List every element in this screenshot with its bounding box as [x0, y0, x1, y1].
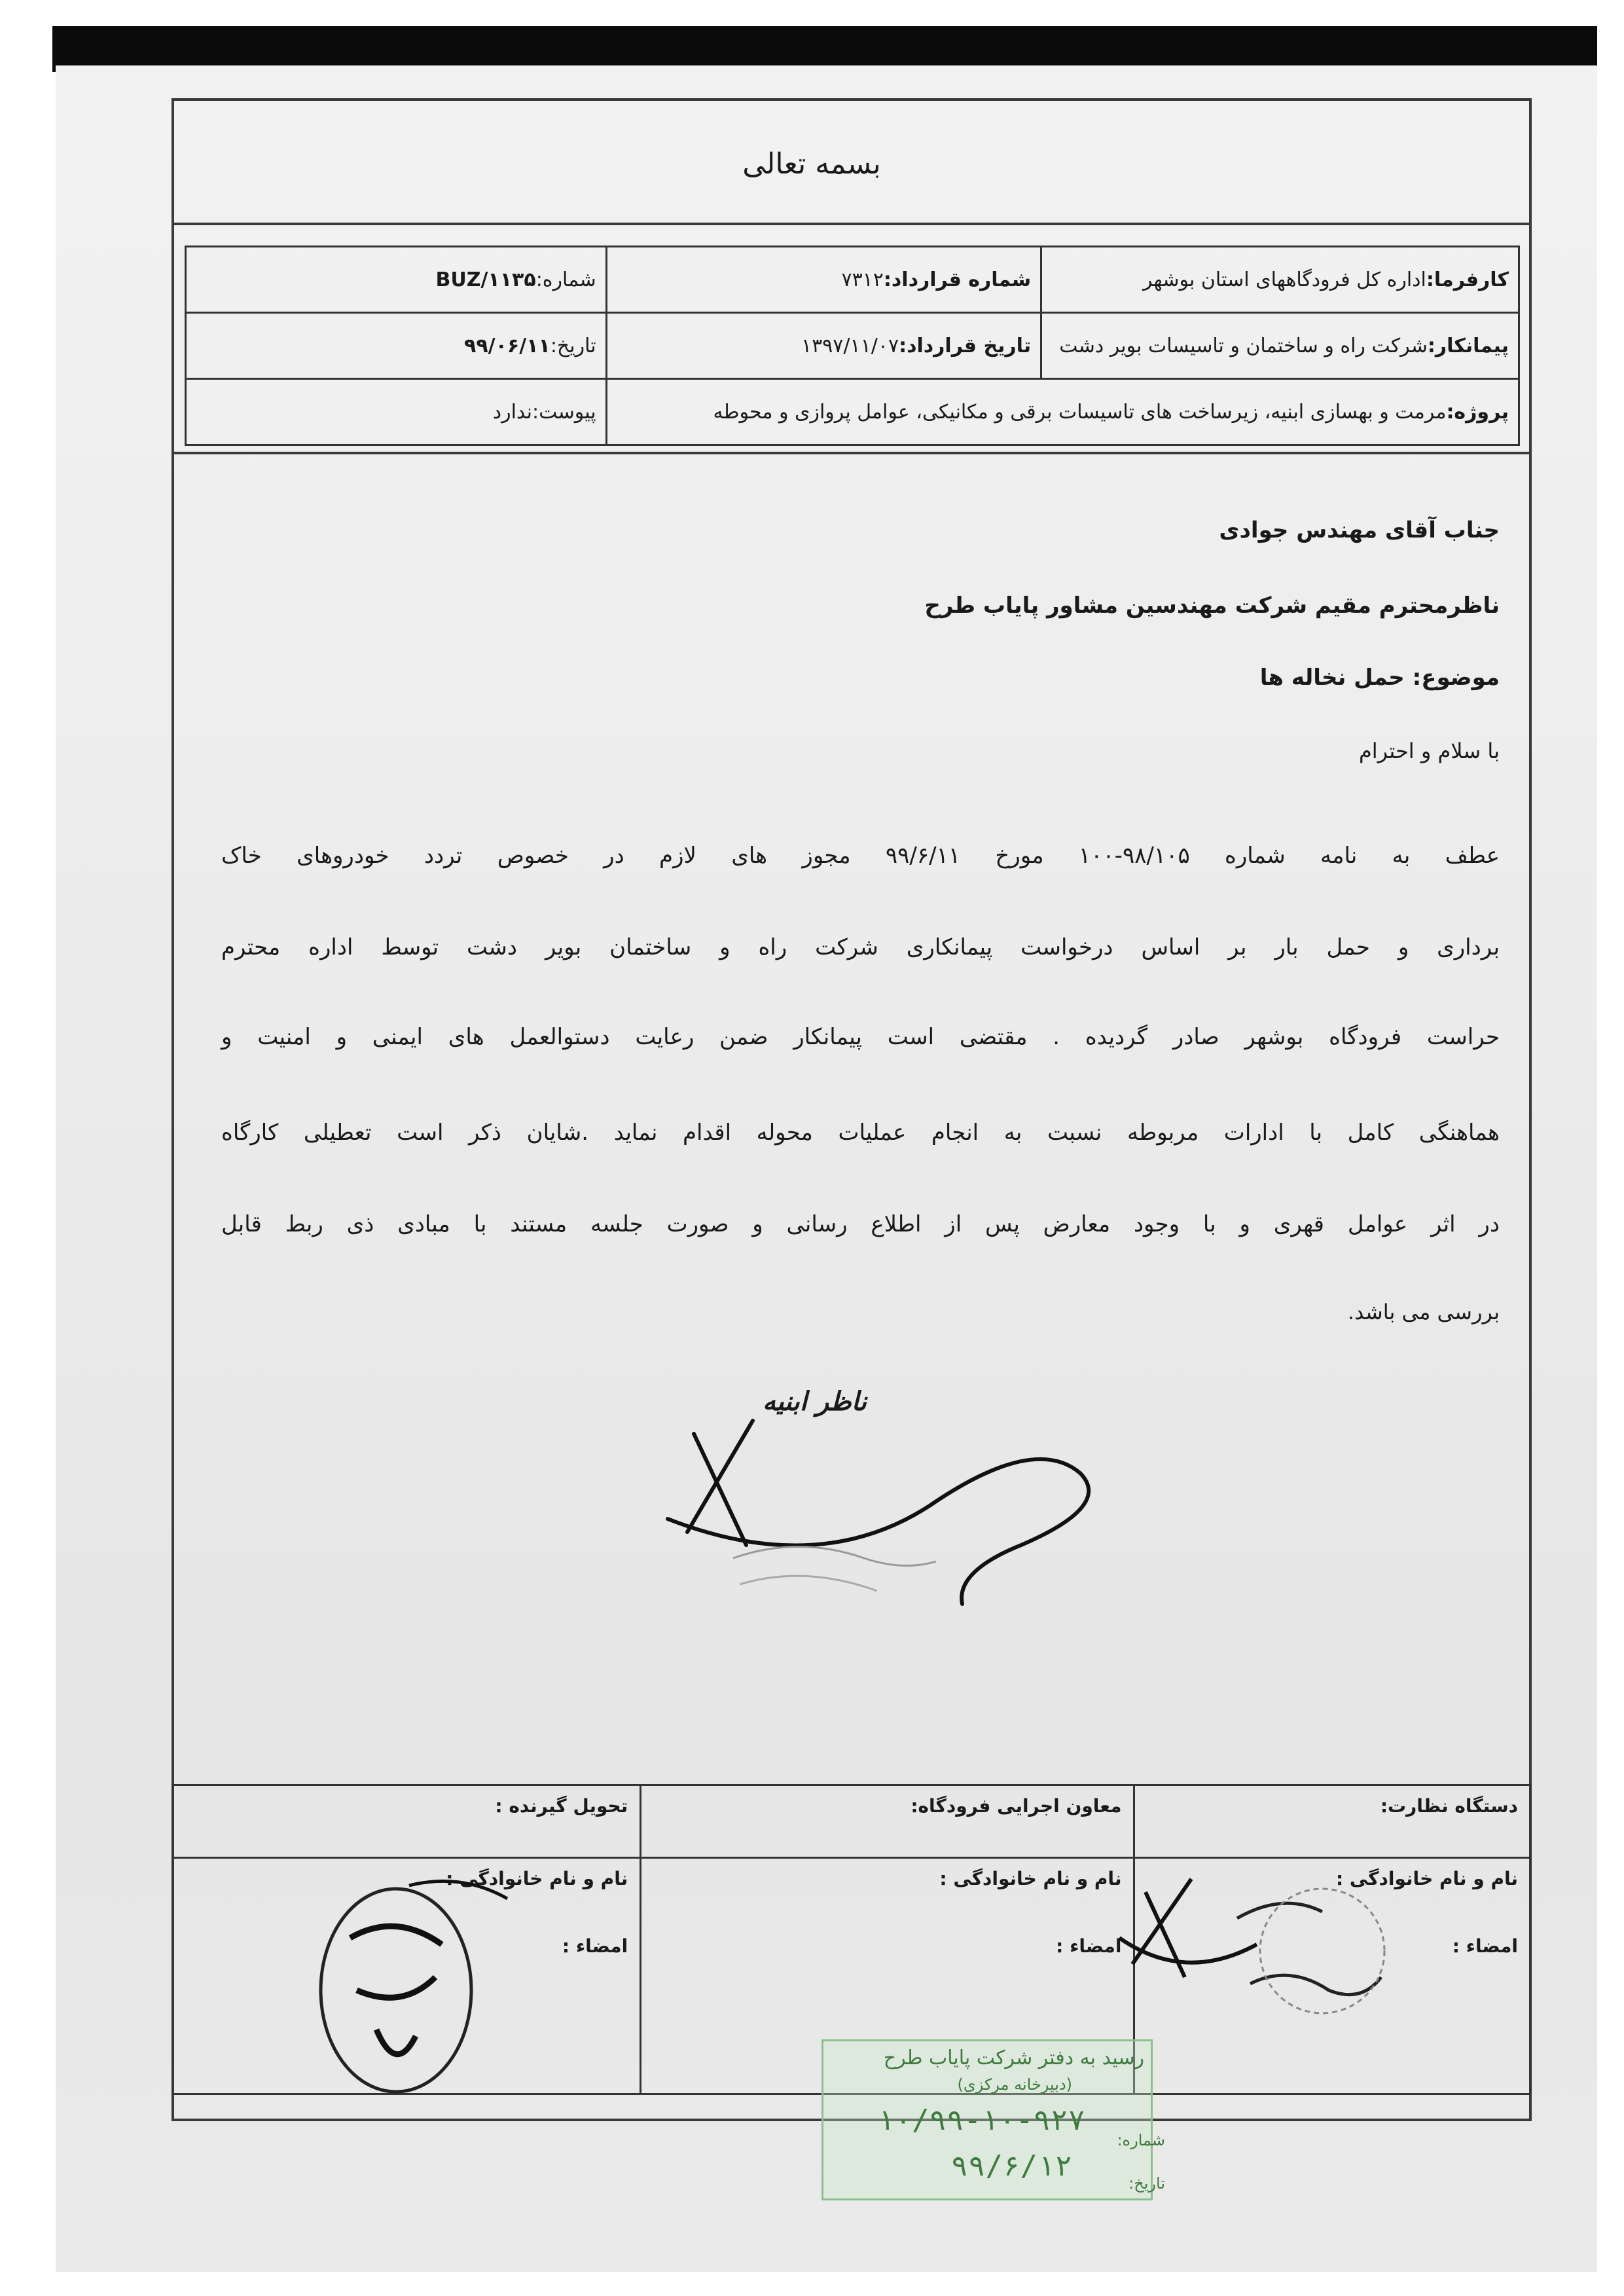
receiver-seal [298, 1859, 514, 2121]
date-cell [186, 313, 607, 379]
footer-receiver-header [173, 1785, 641, 1858]
body-line-4: هماهنگی کامل با ادارات مربوطه نسبت به انجام عملیات محوله اقدام نماید .شایان ذکر است تعطیلی کارگاه [221, 1120, 1500, 1146]
employer-cell [1041, 247, 1519, 313]
letter-number-label: شماره: [535, 268, 596, 291]
footer-supervision-name-label: نام و نام خانوادگی : [1335, 1868, 1518, 1889]
footer-deputy-name-label: نام و نام خانوادگی : [939, 1868, 1122, 1889]
body-line-6: بررسی می باشد. [1347, 1300, 1500, 1324]
contract-number-label: شماره قرارداد: [883, 268, 1032, 291]
attachment-label: پیوست: [532, 400, 596, 424]
footer-receiver-sign-label: امضاء : [562, 1935, 628, 1957]
stamp-labels [1106, 2131, 1165, 2217]
footer-deputy-title: معاون اجرایی فرودگاه: [911, 1795, 1122, 1817]
contract-number-cell [606, 247, 1041, 313]
addressee: جناب آقای مهندس جوادی [1219, 517, 1500, 543]
stamp-date-label: تاریخ: [1128, 2174, 1165, 2193]
contractor-label: پیمانکار: [1427, 334, 1509, 357]
contract-date-label: تاریخ قرارداد: [899, 334, 1032, 357]
body-line-2: برداری و حمل بار بر اساس درخواست پیمانکاری شرکت راه و ساختمان بویر دشت توسط اداره محترم [221, 934, 1500, 960]
letter-number-value: BUZ/۱۱۳۵ [435, 268, 536, 291]
body-line-1: عطف به نامه شماره ۹۸/۱۰۵-۱۰۰ مورخ ۹۹/۶/۱۱ مجوز های لازم در خصوص تردد خودروهای خاک [221, 843, 1500, 869]
body-divider [171, 452, 1532, 454]
letter-number-cell [186, 247, 607, 313]
supervisor-signature [655, 1394, 1126, 1611]
header-divider [171, 223, 1532, 225]
contract-date-cell [606, 313, 1041, 379]
contract-date-value: ۱۳۹۷/۱۱/۰۷ [801, 334, 899, 357]
stamp-number: ۱۰/۹۹-۱۰-۹۲۷ [877, 2104, 1085, 2137]
receipt-stamp [821, 2039, 1153, 2200]
bismillah-heading: بسمه تعالی [742, 147, 881, 181]
greeting: با سلام و احترام [1358, 738, 1500, 763]
footer-deputy-sign-label: امضاء : [1056, 1935, 1122, 1957]
date-label: تاریخ: [550, 334, 596, 357]
signature-title: ناظر ابنیه [763, 1387, 867, 1417]
body-line-3: حراست فرودگاه بوشهر صادر گردیده . مقتضی است پیمانکار ضمن رعایت دستوالعمل های ایمنی و امنیت و [221, 1024, 1500, 1050]
supervision-signature [1106, 1853, 1473, 2023]
project-label: پروژه: [1446, 400, 1509, 424]
stamp-date: ۹۹/۶/۱۲ [950, 2149, 1072, 2183]
stamp-number-label: شماره: [1117, 2131, 1165, 2149]
footer-supervision-sign-label: امضاء : [1452, 1935, 1518, 1957]
attachment-value: ندارد [492, 400, 533, 424]
body-line-5: در اثر عوامل قهری و با وجود معارض پس از اطلاع رسانی و صورت جلسه مستند با مبادی ذی ربط قابل [221, 1211, 1500, 1237]
date-value: ۹۹/۰۶/۱۱ [464, 334, 550, 357]
letter-subject: موضوع: حمل نخاله ها [1259, 665, 1500, 691]
project-cell [606, 379, 1519, 445]
employer-label: کارفرما: [1426, 268, 1509, 291]
footer-supervision-title: دستگاه نظارت: [1380, 1795, 1518, 1817]
contractor-cell [1041, 313, 1519, 379]
stamp-line-1: رسید به دفتر شرکت پایاب طرح [883, 2047, 1144, 2069]
stamp-line-2: (دبیرخانه مرکزی) [957, 2075, 1072, 2094]
employer-value: اداره کل فرودگاههای استان بوشهر [1142, 268, 1426, 291]
footer-receiver-title: تحویل گیرنده : [495, 1795, 628, 1817]
contract-number-value: ۷۳۱۲ [841, 268, 884, 291]
footer-deputy-header [641, 1785, 1134, 1858]
metadata-table [185, 246, 1520, 446]
project-value: مرمت و بهسازی ابنیه، زیرساخت های تاسیسات برقی و مکانیکی، عوامل پروازی و محوطه [713, 400, 1447, 424]
attachment-cell [186, 379, 607, 445]
addressee-role: ناظرمحترم مقیم شرکت مهندسین مشاور پایاب طرح [924, 592, 1500, 619]
footer-receiver-name-label: نام و نام خانوادگی : [446, 1868, 628, 1889]
contractor-value: شرکت راه و ساختمان و تاسیسات بویر دشت [1059, 334, 1428, 357]
footer-supervision-header [1134, 1785, 1531, 1858]
